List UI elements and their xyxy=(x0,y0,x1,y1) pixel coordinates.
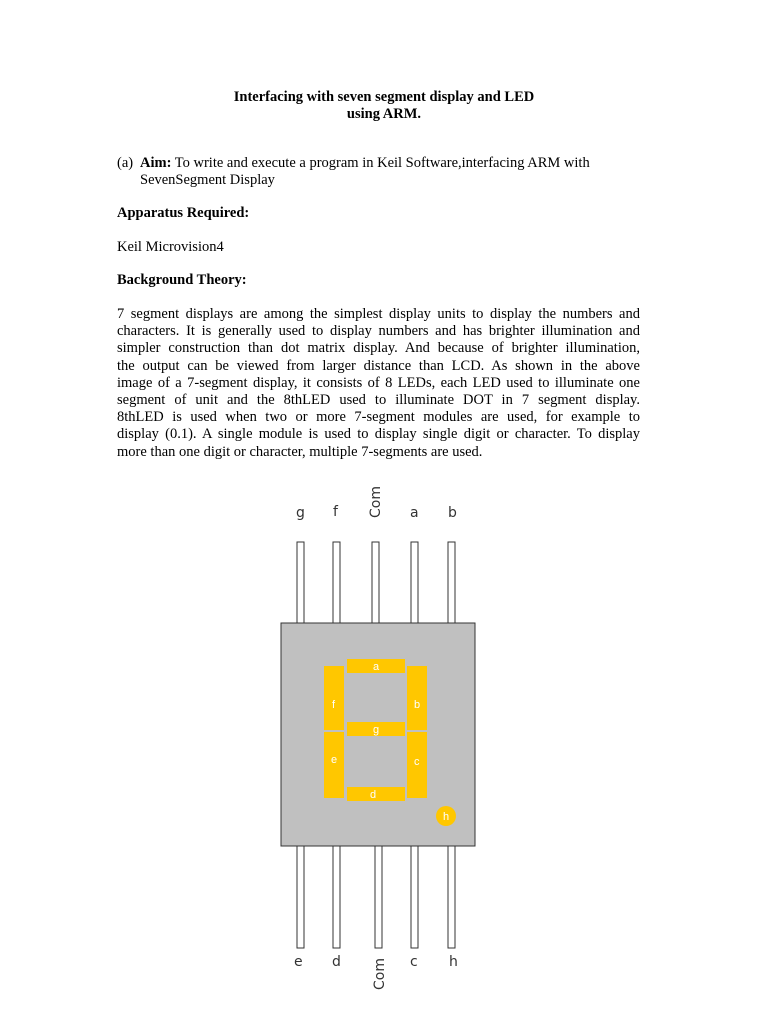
segment-label-g: g xyxy=(373,724,380,736)
segment-label-c: c xyxy=(414,756,420,768)
pin-bottom-d xyxy=(333,846,340,948)
apparatus-item: Keil Microvision4 xyxy=(117,239,224,255)
pin-bottom-c xyxy=(411,846,418,948)
segment-label-a: a xyxy=(373,661,380,673)
pin-label-bottom-e: e xyxy=(294,954,303,970)
segment-label-h: h xyxy=(443,811,450,823)
seven-segment-diagram xyxy=(260,478,500,998)
aim-line-1 xyxy=(140,155,590,172)
paragraph-line: display (0.1). A single module is used to display single digit or character. To display xyxy=(117,426,640,443)
apparatus-heading: Apparatus Required: xyxy=(117,205,250,221)
paragraph-line: simpler construction than dot matrix display. And because of brighter illumination, xyxy=(117,340,640,357)
paragraph-line: 8thLED is used when two or more 7-segment modules are used, for example to xyxy=(117,409,640,426)
pin-top-b xyxy=(448,542,455,624)
document-title-line-1: Interfacing with seven segment display and LED xyxy=(233,89,535,105)
pin-label-top-g: g xyxy=(296,505,305,521)
pin-label-bottom-d: d xyxy=(332,954,341,970)
pin-top-g xyxy=(297,542,304,624)
paragraph-line: the output can be viewed from larger distance than LCD. As shown in the above xyxy=(117,357,640,374)
pin-top-com xyxy=(372,542,379,624)
pin-label-top-f: f xyxy=(333,504,338,520)
pin-label-bottom-h: h xyxy=(449,954,458,970)
pin-label-bottom-c: c xyxy=(410,954,418,970)
paragraph-line: characters. It is generally used to display numbers and has brighter illumination and xyxy=(117,323,640,340)
pin-bottom-com xyxy=(375,846,382,948)
segment-label-b: b xyxy=(414,699,421,711)
background-heading: Background Theory: xyxy=(117,272,247,288)
pin-label-top-a: a xyxy=(410,505,419,521)
aim-label: Aim: xyxy=(140,155,172,171)
segment-label-f: f xyxy=(332,699,336,711)
pin-label-bottom-com: Com xyxy=(372,958,388,990)
paragraph-line: image of a 7-segment display, it consists of 8 LEDs, each LED used to illuminate one xyxy=(117,374,640,391)
pin-top-a xyxy=(411,542,418,624)
paragraph-line: 7 segment displays are among the simplest display units to display the numbers and xyxy=(117,306,640,322)
pin-label-top-com: Com xyxy=(368,486,384,518)
segment-b xyxy=(407,666,427,730)
pin-top-f xyxy=(333,542,340,624)
background-paragraph xyxy=(117,306,640,461)
aim-marker: (a) xyxy=(117,155,134,171)
segment-f xyxy=(324,666,344,730)
pin-bottom-h xyxy=(448,846,455,948)
pin-bottom-e xyxy=(297,846,304,948)
aim-text-1: To write and execute a program in Keil Software,interfacing ARM with xyxy=(171,155,590,171)
segment-label-d: d xyxy=(370,789,377,801)
paragraph-line: segment of unit and the 8thLED used to illuminate DOT in 7 segment display. xyxy=(117,392,640,409)
pin-label-top-b: b xyxy=(448,505,457,521)
document-title-line-2: using ARM. xyxy=(346,106,422,122)
aim-text-2: SevenSegment Display xyxy=(140,172,275,188)
bottom-pins xyxy=(297,846,455,948)
paragraph-line: more than one digit or character, multiple 7-segments are used. xyxy=(117,443,483,460)
top-pins xyxy=(297,542,455,624)
segment-label-e: e xyxy=(331,754,338,766)
